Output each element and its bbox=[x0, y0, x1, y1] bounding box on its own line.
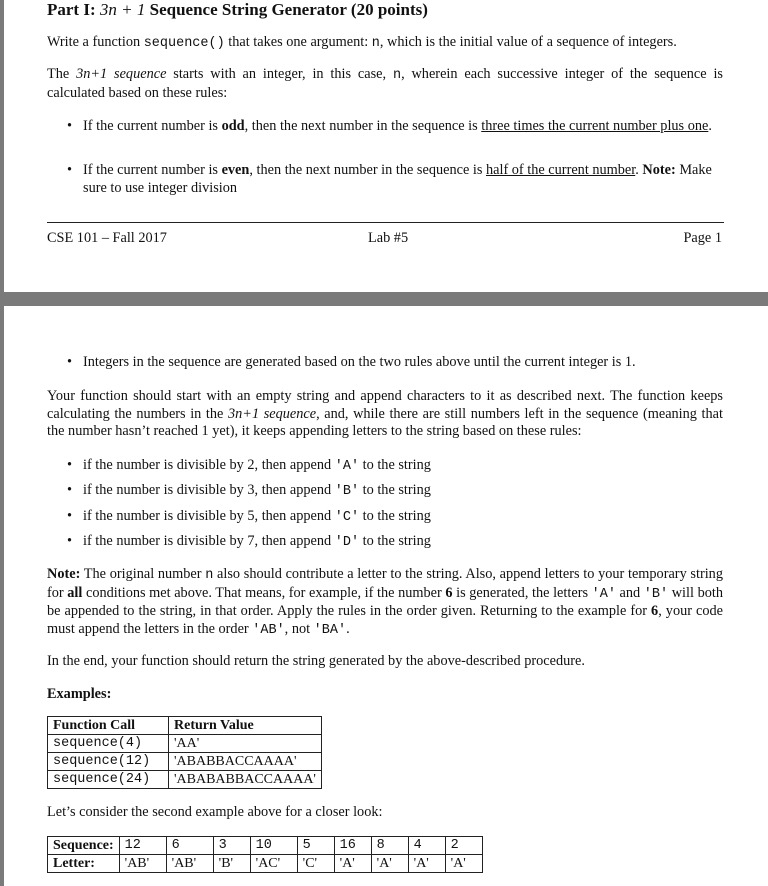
section-title: Part I: 3n + 1 Sequence String Generator (20 points) bbox=[47, 0, 428, 19]
pdf-page-1 bbox=[4, 0, 768, 292]
table-row: sequence(12) 'ABABBACCAAAA' bbox=[48, 753, 322, 771]
table-header-row: Function Call Return Value bbox=[48, 717, 322, 735]
footer-course: CSE 101 – Fall 2017 bbox=[47, 230, 167, 246]
rule-termination: • Integers in the sequence are generated based on the two rules above until the current integer is 1. bbox=[67, 354, 636, 370]
note-paragraph: Note: The original number n also should contribute a letter to the string. Also, append letters to your temporary string for all conditions met above. That means, for example, if the number 6 is generated, the letters 'A' and 'B' will both be appended to the string, in that order. Apply the rules in the order given. Returning to the example for 6, your code must append the letters in the order 'AB', not 'BA'. bbox=[47, 566, 724, 638]
examples-heading: Examples: bbox=[47, 686, 112, 702]
examples-table bbox=[47, 716, 322, 789]
rule-div-5: • if the number is divisible by 5, then append 'C' to the string bbox=[67, 508, 431, 525]
rule-div-3: • if the number is divisible by 3, then append 'B' to the string bbox=[67, 482, 431, 499]
sequence-row: Sequence: 12 6 3 10 5 16 8 4 2 bbox=[48, 837, 483, 855]
rule-even: • If the current number is even, then the next number in the sequence is half of the current number. Note: Make sure to use integer division bbox=[67, 162, 712, 196]
definition-paragraph: The 3n+1 sequence starts with an integer, in this case, n, wherein each successive integer of the sequence is calculated based on these rules: bbox=[47, 66, 723, 101]
table-row: sequence(4) 'AA' bbox=[48, 735, 322, 753]
intro-paragraph: Write a function sequence() that takes one argument: n, which is the initial value of a sequence of integers. bbox=[47, 34, 677, 51]
closer-look-text: Let’s consider the second example above for a closer look: bbox=[47, 804, 383, 820]
footer-page-number: Page 1 bbox=[683, 230, 722, 246]
rule-odd: • If the current number is odd, then the next number in the sequence is three times the current number plus one. bbox=[67, 118, 712, 134]
return-paragraph: In the end, your function should return the string generated by the above-described procedure. bbox=[47, 653, 585, 669]
table-row: sequence(24) 'ABABABBACCAAAA' bbox=[48, 771, 322, 789]
pdf-page-2 bbox=[4, 306, 768, 886]
append-paragraph: Your function should start with an empty string and append characters to it as described next. The function keeps calculating the numbers in the 3n+1 sequence, and, while there are still numbers left in the sequence (meaning that the number hasn’t reached 1 yet), it keeps appending letters to the string based on these rules: bbox=[47, 388, 723, 439]
letter-row: Letter: 'AB' 'AB' 'B' 'AC' 'C' 'A' 'A' 'A' 'A' bbox=[48, 855, 483, 873]
sequence-table bbox=[47, 836, 483, 873]
rule-div-2: • if the number is divisible by 2, then append 'A' to the string bbox=[67, 457, 431, 474]
rule-div-7: • if the number is divisible by 7, then append 'D' to the string bbox=[67, 533, 431, 550]
footer-rule bbox=[47, 222, 724, 223]
footer-lab: Lab #5 bbox=[368, 230, 409, 246]
